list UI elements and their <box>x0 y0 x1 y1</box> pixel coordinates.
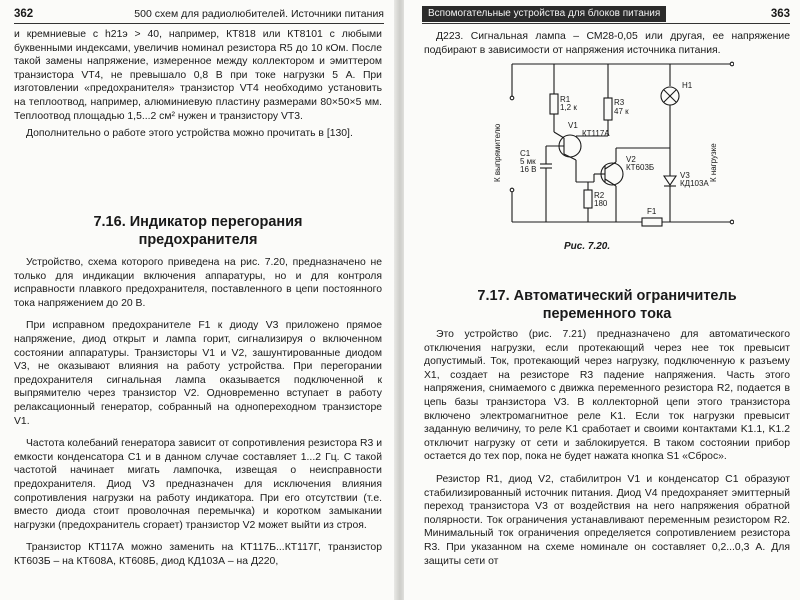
label-r3-value: 47 к <box>614 107 629 116</box>
section-title-line: 7.17. Автоматический ограничитель <box>477 288 737 304</box>
terminal <box>730 220 734 224</box>
right-head-rule <box>422 23 790 24</box>
label-r1-value: 1,2 к <box>560 103 577 112</box>
label-c1-voltage: 16 В <box>520 165 537 174</box>
right-page-number: 363 <box>770 8 790 20</box>
label-v1: V1 <box>568 121 578 130</box>
schematic-drawing <box>484 58 734 238</box>
paragraph: и кремниевые с h21э > 40, например, КТ818 или КТ8101 с любыми буквенными индексами, увеличив номинал резистора R5 до 10 кОм. После такой замены напряжение, измеренное между коллектором и эмиттером транзистора VT4, не превышало 0,8 В при токе нагрузки 5 А. При изготовлении «предохранителя» транзистор VT4 необходимо установить на теплоотвод, например, алюминиевую пластину размерами 80×50×5 мм. Теплоотвод площадью 1,5...2 см² нужен и транзистору VT3. <box>14 29 382 122</box>
figure-caption: Рис. 7.20. <box>564 241 611 252</box>
label-v2: V2 <box>626 155 636 164</box>
label-v3-type: КД103А <box>680 179 709 188</box>
left-head-rule <box>14 23 384 24</box>
label-f1: F1 <box>647 207 657 216</box>
label-to-rectifier: К выпрямителю <box>493 123 502 182</box>
label-r3: R3 <box>614 98 625 107</box>
left-intro-text <box>14 28 382 141</box>
left-running-head-title: 500 схем для радиолюбителей. Источники питания <box>134 8 384 20</box>
right-page <box>404 0 800 600</box>
fuse-f1 <box>642 218 662 226</box>
figure-7-20-schematic <box>484 58 734 238</box>
label-h1: H1 <box>682 81 693 90</box>
section-title-line: переменного тока <box>542 306 672 322</box>
right-intro-text <box>424 30 790 57</box>
paragraph: Дополнительно о работе этого устройства можно прочитать в [130]. <box>26 128 353 140</box>
resistor-r3 <box>604 98 612 120</box>
label-v3: V3 <box>680 171 690 180</box>
paragraph: Частота колебаний генератора зависит от сопротивления резистора R3 и емкости конденсатора C1 и в данном случае составляет 1...2 Гц. С такой частотой начинает мигать лампочка, извещая о неисправности предохранителя. Диод V3 предназначен для исключения влияния сопротивления нагрузки на работу индикатора. При его отсутствии (т.е. вместо диода стоит проволочная перемычка) и коротком замыкании нагрузки (предохранитель сгорает) транзистор V2 может выйти из строя. <box>14 438 382 531</box>
resistor-r1 <box>550 94 558 114</box>
left-page <box>0 0 396 600</box>
paragraph: Транзистор КТ117А можно заменить на КТ117Б...КТ117Г, транзистор КТ603Б – на КТ608А, КТ608Б, диод КД103А – на Д220, <box>14 542 382 567</box>
label-c1: C1 <box>520 149 531 158</box>
terminal <box>730 62 734 66</box>
left-body-text <box>14 256 382 568</box>
right-body-text <box>424 328 790 568</box>
label-c1-value: 5 мк <box>520 157 536 166</box>
section-title-7-17 <box>424 287 790 323</box>
section-title-line: 7.16. Индикатор перегорания <box>93 214 303 230</box>
label-v1-type: КТ117А <box>582 129 610 138</box>
resistor-r2 <box>584 190 592 208</box>
right-running-head-title: Вспомогательные устройства для блоков питания <box>422 6 666 22</box>
left-running-head <box>14 6 384 22</box>
paragraph: При исправном предохранителе F1 к диоду V3 приложено прямое напряжение, диод открыт и лампа горит, сигнализируя о включенном состоянии аппаратуры. Транзисторы V1 и V2, зашунтированные диодом V3, не оказывают влияния на работу устройства. При перегорании предохранителя сигнальная лампа оказывается подключенной к выпрямителю через транзистор V2. Одновременно вступает в работу релаксационный генератор, собранный на однопереходном транзисторе V1. <box>14 320 382 427</box>
label-to-load: К нагрузке <box>709 143 718 182</box>
left-page-number: 362 <box>14 8 34 20</box>
label-r1: R1 <box>560 95 571 104</box>
label-r2: R2 <box>594 191 605 200</box>
paragraph: Резистор R1, диод V2, стабилитрон V1 и конденсатор C1 образуют стабилизированный источник питания. Диод V4 предохраняет эмиттерный переход транзистора V3 от воздействия на него напряжения обратной полярности. Ток ограничения устанавливают переменным резистором R2. Минимальный ток ограничения определяется сопротивлением резистора R3. При указанном на схеме номинале он составляет 0,2...0,3 А. Для защиты сети от <box>424 473 790 567</box>
paragraph: Д223. Сигнальная лампа – СМ28-0,05 или другая, ее напряжение подбирают в зависимости от напряжения источника питания. <box>424 31 790 56</box>
right-running-head <box>422 6 790 22</box>
section-title-line: предохранителя <box>138 232 258 248</box>
section-title-7-16 <box>14 213 382 249</box>
label-v2-type: КТ603Б <box>626 163 655 172</box>
diode-v3 <box>664 176 676 185</box>
paragraph: Устройство, схема которого приведена на рис. 7.20, предназначено не только для индикации включения аппаратуры, но и для контроля исправности плавкого предохранителя, поставленного в цепи постоянного тока напряжением до 20 В. <box>14 257 382 309</box>
label-r2-value: 180 <box>594 199 608 208</box>
paragraph: Это устройство (рис. 7.21) предназначено для автоматического отключения нагрузки, если протекающий через нее ток превысит допустимый. Ток, протекающий через нагрузку, подключенную к разъему X1, создает на резисторе R3 падение напряжения. Часть этого напряжения, снимаемого с движка переменного резистора R2, подается в цепь базы транзистора V3. В коллекторной цепи этого транзистора включено электромагнитное реле K1. Если ток нагрузки превысит заданную величину, то реле K1 сработает и своими контактами K1.1, K1.2 отключит нагрузку от сети и заблокируется. В таком состоянии прибор остается до тех пор, пока не будет нажата кнопка S1 «Сброс». <box>424 329 790 463</box>
